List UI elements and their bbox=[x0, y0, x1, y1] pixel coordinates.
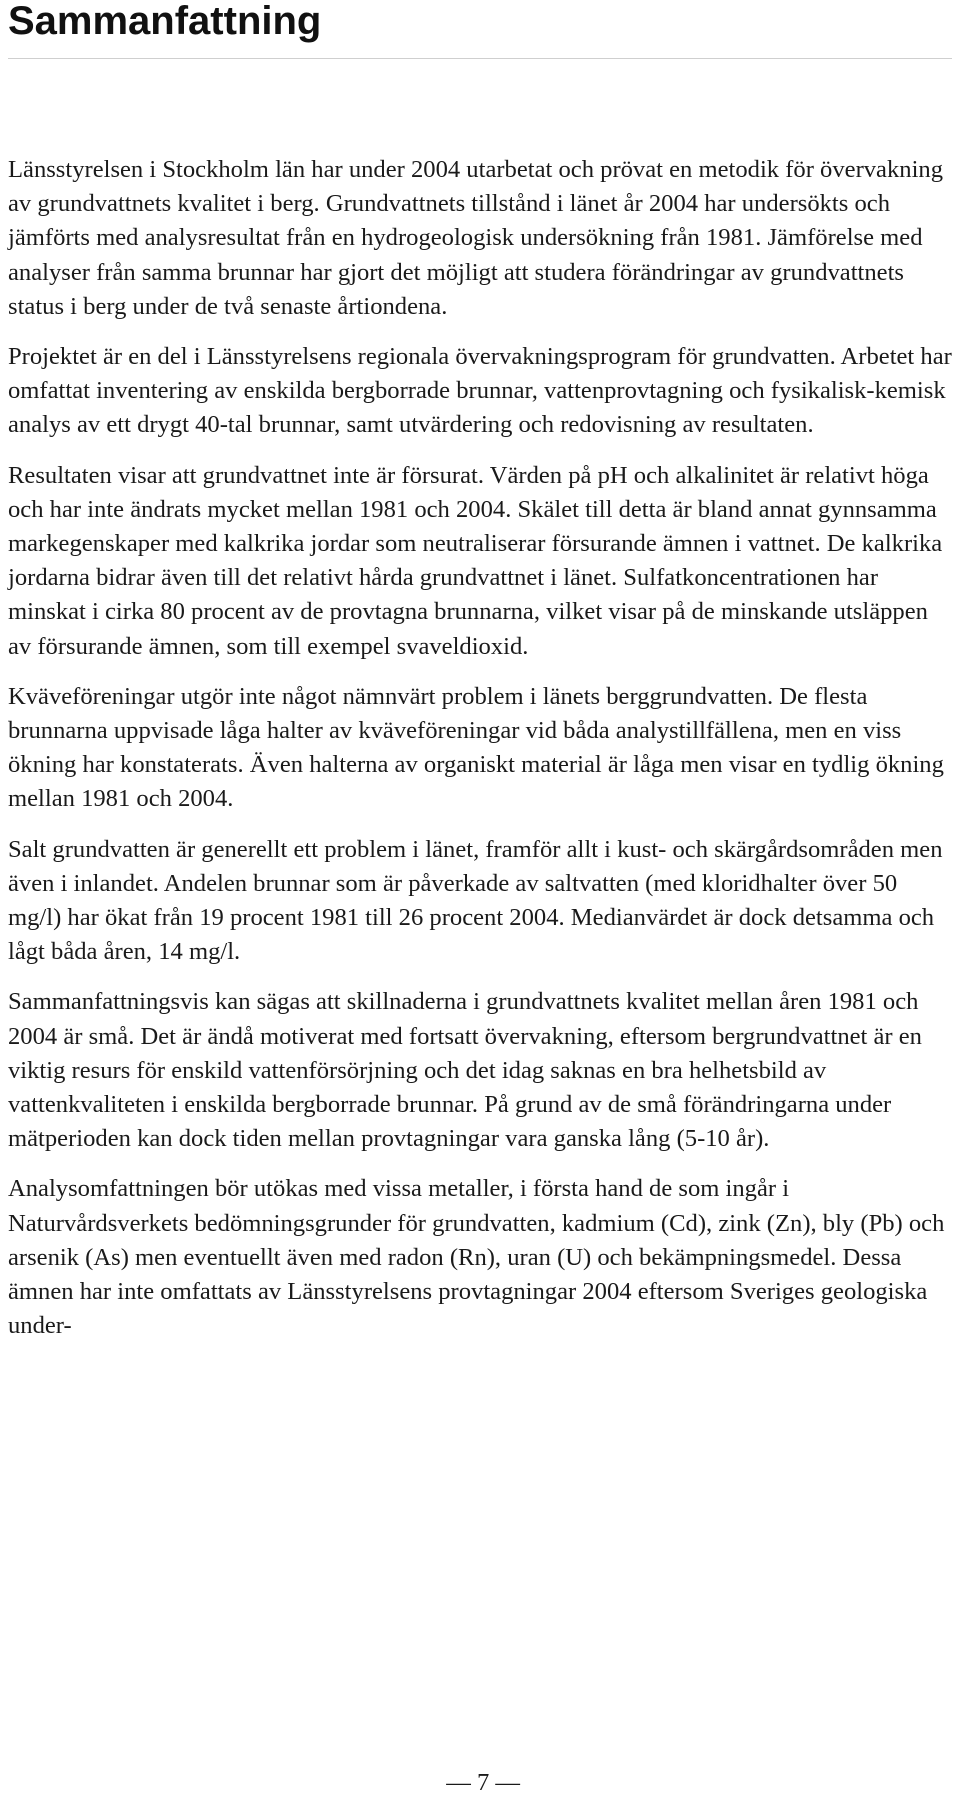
paragraph-acidification: Resultaten visar att grundvattnet inte är försurat. Värden på pH och alkalinitet är relativt höga och har inte ändrats mycket mellan 1981 och 2004. Skälet till detta är bland annat gynnsamma markegenskaper med kalkrika jordar som neutraliserar försurande ämnen i vattnet. De kalkrika jordarna bidrar även till det relativt hårda grundvattnet i länet. Sulfatkoncentrationen har minskat i cirka 80 procent av de provtagna brunnarna, vilket visar på de minskande utsläppen av försurande ämnen, som till exempel svaveldioxid. bbox=[8, 461, 943, 660]
body-text bbox=[8, 153, 954, 1360]
paragraph-analysis-scope: Analysomfattningen bör utökas med vissa metaller, i första hand de som ingår i Naturvårdsverkets bedömningsgrunder för grundvatten, kadmium (Cd), zink (Zn), bly (Pb) och arsenik (As) men eventuellt även med radon (Rn), uran (U) och bekämpningsmedel. Dessa ämnen har inte omfattats av Länsstyrelsens provtagningar 2004 eftersom Sveriges geologiska under- bbox=[8, 1175, 945, 1340]
title-divider bbox=[8, 58, 952, 59]
paragraph-salt-water: Salt grundvatten är generellt ett problem i länet, framför allt i kust- och skärgårdsområden men även i inlandet. Andelen brunnar som är påverkade av saltvatten (med kloridhalter över 50 mg/l) har ökat från 19 procent 1981 till 26 procent 2004. Medianvärdet är dock detsamma och lågt båda åren, 14 mg/l. bbox=[8, 835, 943, 966]
paragraph-project: Projektet är en del i Länsstyrelsens regionala övervakningsprogram för grundvatten. Arbetet har omfattat inventering av enskilda bergborrade brunnar, vattenprovtagning och fysikalisk-kemisk analys av ett drygt 40-tal brunnar, samt utvärdering och redovisning av resultaten. bbox=[8, 343, 952, 439]
paragraph-intro: Länsstyrelsen i Stockholm län har under 2004 utarbetat och prövat en metodik för övervakning av grundvattnets kvalitet i berg. Grundvattnets tillstånd i länet år 2004 har undersökts och jämförts med analysresultat från en hydrogeologisk undersökning från 1981. Jämförelse med analyser från samma brunnar har gjort det möjligt att studera förändringar av grundvattnets status i berg under de två senaste årtiondena. bbox=[8, 156, 943, 320]
paragraph-nitrogen: Kväveföreningar utgör inte något nämnvärt problem i länets berggrundvatten. De flesta brunnarna uppvisade låga halter av kväveföreningar vid båda analystillfällena, men en viss ökning har konstaterats. Även halterna av organiskt material är låga men visar en tydlig ökning mellan 1981 och 2004. bbox=[8, 682, 944, 813]
page-title: Sammanfattning bbox=[8, 0, 322, 43]
page-number: — 7 — bbox=[446, 1769, 520, 1796]
paragraph-conclusion: Sammanfattningsvis kan sägas att skillnaderna i grundvattnets kvalitet mellan åren 1981 och 2004 är små. Det är ändå motiverat med fortsatt övervakning, eftersom bergrundvattnet är en viktig resurs för enskild vattenförsörjning och det idag saknas en bra helhetsbild av vattenkvaliteten i enskilda bergborrade brunnar. På grund av de små förändringarna under mätperioden kan dock tiden mellan provtagningar vara ganska lång (5-10 år). bbox=[8, 988, 922, 1153]
